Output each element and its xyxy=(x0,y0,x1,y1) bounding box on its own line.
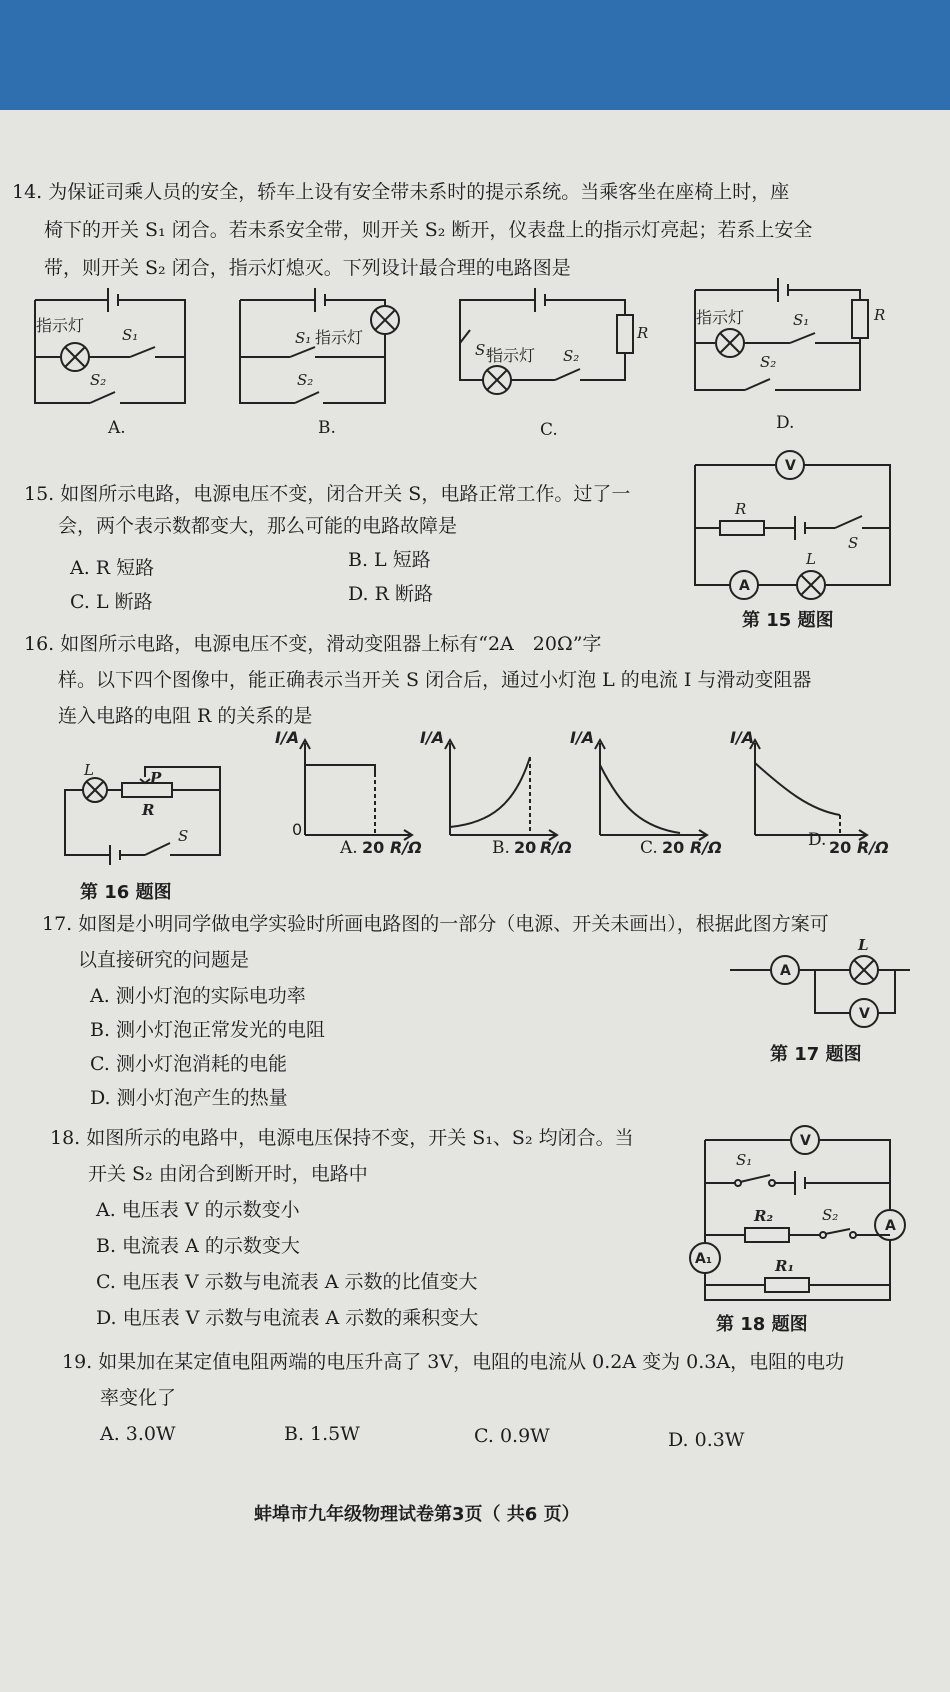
q14-line-1: 14. 为保证司乘人员的安全，轿车上设有安全带未系时的提示系统。当乘客坐在座椅上时，座 xyxy=(12,181,790,203)
q16a-xlabel: R/Ω xyxy=(390,838,422,857)
q17-option-b: B. 测小灯泡正常发光的电阻 xyxy=(90,1019,326,1041)
q18-line-1: 18. 如图所示的电路中，电源电压保持不变，开关 S₁、S₂ 均闭合。当 xyxy=(50,1127,634,1149)
q14-option-c: C. xyxy=(540,420,558,440)
page-footer: 蚌埠市九年级物理试卷第3页（ 共6 页） xyxy=(254,1504,580,1525)
q16b-xlabel: R/Ω xyxy=(540,838,572,857)
q15-option-d: D. R 断路 xyxy=(348,583,433,605)
q16-graph-d-label: D. xyxy=(808,830,827,850)
q17-circuit xyxy=(730,936,910,1035)
q14-line-2: 椅下的开关 S₁ 闭合。若未系安全带，则开关 S₂ 断开，仪表盘上的指示灯亮起；若系上安全 xyxy=(44,219,813,241)
q15-line-2: 会，两个表示数都变大，那么可能的电路故障是 xyxy=(58,515,458,537)
q14a-s1: S₁ xyxy=(122,326,139,344)
q15-r-label: R xyxy=(735,500,747,518)
q18-caption: 第 18 题图 xyxy=(716,1314,808,1335)
q18-circuit xyxy=(690,1125,910,1305)
q14d-s1: S₁ xyxy=(793,311,810,329)
q18-a-meter-label: A xyxy=(885,1218,896,1234)
q14-circuit-a xyxy=(30,285,200,415)
q14-circuit-b xyxy=(235,285,435,415)
q16a-tick: 20 xyxy=(362,838,385,857)
q14d-s2: S₂ xyxy=(760,353,777,371)
q18-option-d: D. 电压表 V 示数与电流表 A 示数的乘积变大 xyxy=(96,1307,479,1329)
q14c-s2: S₂ xyxy=(563,347,580,365)
q18-option-c: C. 电压表 V 示数与电流表 A 示数的比值变大 xyxy=(96,1271,478,1293)
q17-a-meter-label: A xyxy=(780,963,791,979)
q14c-s1: S₁ xyxy=(475,341,492,359)
q16b-tick: 20 xyxy=(514,838,537,857)
q14-option-b: B. xyxy=(318,418,336,438)
q15-option-b: B. L 短路 xyxy=(348,549,431,571)
q15-circuit xyxy=(690,450,900,600)
q16-graph-a xyxy=(275,728,430,857)
q16-graph-b xyxy=(420,728,580,857)
q16-circuit xyxy=(60,755,230,865)
q18-line-2: 开关 S₂ 由闭合到断开时，电路中 xyxy=(88,1163,368,1185)
q16-graph-c xyxy=(570,728,730,857)
q16-graph-a-label: A. xyxy=(340,838,358,858)
q16d-xlabel: R/Ω xyxy=(857,838,889,857)
q16-line-2: 样。以下四个图像中，能正确表示当开关 S 闭合后，通过小灯泡 L 的电流 I 与滑动变阻器 xyxy=(58,669,812,691)
q16a-origin: 0 xyxy=(292,820,303,839)
q15-option-a: A. R 短路 xyxy=(70,557,155,579)
q14b-lamp-label: 指示灯 xyxy=(315,328,364,347)
q16d-ylabel: I/A xyxy=(730,728,755,747)
q14c-lamp-label: 指示灯 xyxy=(487,346,536,365)
q15-line-1: 15. 如图所示电路，电源电压不变，闭合开关 S，电路正常工作。过了一 xyxy=(24,483,631,505)
q18-s1-label: S₁ xyxy=(736,1151,753,1169)
q16-l-label: L xyxy=(84,761,94,779)
q14-circuit-c xyxy=(455,285,649,415)
q19-option-c: C. 0.9W xyxy=(474,1425,550,1447)
q16-r-label: R xyxy=(142,801,155,819)
q16c-ylabel: I/A xyxy=(570,728,595,747)
q19-option-a: A. 3.0W xyxy=(100,1423,176,1445)
q16-p-label: P xyxy=(150,769,162,787)
q17-option-c: C. 测小灯泡消耗的电能 xyxy=(90,1053,287,1075)
q17-line-2: 以直接研究的问题是 xyxy=(78,949,250,971)
q16a-ylabel: I/A xyxy=(275,728,300,747)
q14a-s2: S₂ xyxy=(90,371,107,389)
q16-graph-b-label: B. xyxy=(492,838,510,858)
q15-s-label: S xyxy=(848,534,859,552)
q18-r2-label: R₂ xyxy=(754,1207,774,1225)
q18-option-a: A. 电压表 V 的示数变小 xyxy=(96,1199,300,1221)
q14c-r: R xyxy=(637,324,649,342)
q14d-lamp-label: 指示灯 xyxy=(696,308,745,327)
q19-option-b: B. 1.5W xyxy=(284,1423,360,1445)
q19-line-2: 率变化了 xyxy=(100,1387,177,1409)
q16-caption: 第 16 题图 xyxy=(80,882,172,903)
q17-caption: 第 17 题图 xyxy=(770,1044,862,1065)
q16d-tick: 20 xyxy=(829,838,852,857)
q15-l-label: L xyxy=(806,550,816,568)
q14d-r: R xyxy=(874,306,886,324)
q15-caption: 第 15 题图 xyxy=(742,610,834,631)
q14a-lamp-label: 指示灯 xyxy=(36,316,85,335)
q16c-tick: 20 xyxy=(662,838,685,857)
q19-line-1: 19. 如果加在某定值电阻两端的电压升高了 3V，电阻的电流从 0.2A 变为 0.3A，电阻的电功 xyxy=(62,1351,845,1373)
q14b-s2: S₂ xyxy=(297,371,314,389)
q18-option-b: B. 电流表 A 的示数变大 xyxy=(96,1235,300,1257)
q17-v-meter-label: V xyxy=(859,1006,870,1022)
q14b-s1: S₁ xyxy=(295,329,312,347)
q18-s2-label: S₂ xyxy=(822,1206,839,1224)
q16-line-3: 连入电路的电阻 R 的关系的是 xyxy=(58,705,313,727)
q17-option-d: D. 测小灯泡产生的热量 xyxy=(90,1087,288,1109)
q14-circuit-d xyxy=(690,275,886,405)
q16-graph-c-label: C. xyxy=(640,838,658,858)
q18-a1-meter-label: A₁ xyxy=(695,1251,712,1267)
q14-option-a: A. xyxy=(108,418,126,438)
q19-option-d: D. 0.3W xyxy=(668,1429,745,1451)
q17-line-1: 17. 如图是小明同学做电学实验时所画电路图的一部分（电源、开关未画出），根据此图方案可 xyxy=(42,913,829,935)
q17-option-a: A. 测小灯泡的实际电功率 xyxy=(90,985,306,1007)
q15-a-meter-label: A xyxy=(739,578,750,594)
q18-v-meter-label: V xyxy=(800,1133,811,1149)
q14-line-3: 带，则开关 S₂ 闭合，指示灯熄灭。下列设计最合理的电路图是 xyxy=(44,257,571,279)
q16-s-label: S xyxy=(178,827,189,845)
q16c-xlabel: R/Ω xyxy=(690,838,722,857)
q16-line-1: 16. 如图所示电路，电源电压不变，滑动变阻器上标有“2A 20Ω”字 xyxy=(24,633,602,655)
q15-v-meter-label: V xyxy=(785,458,796,474)
q16-graph-d xyxy=(730,728,895,857)
q14-option-d: D. xyxy=(776,413,795,433)
q16b-ylabel: I/A xyxy=(420,728,445,747)
q18-r1-label: R₁ xyxy=(775,1257,795,1275)
q15-option-c: C. L 断路 xyxy=(70,591,153,613)
q17-l-label: L xyxy=(858,936,869,954)
